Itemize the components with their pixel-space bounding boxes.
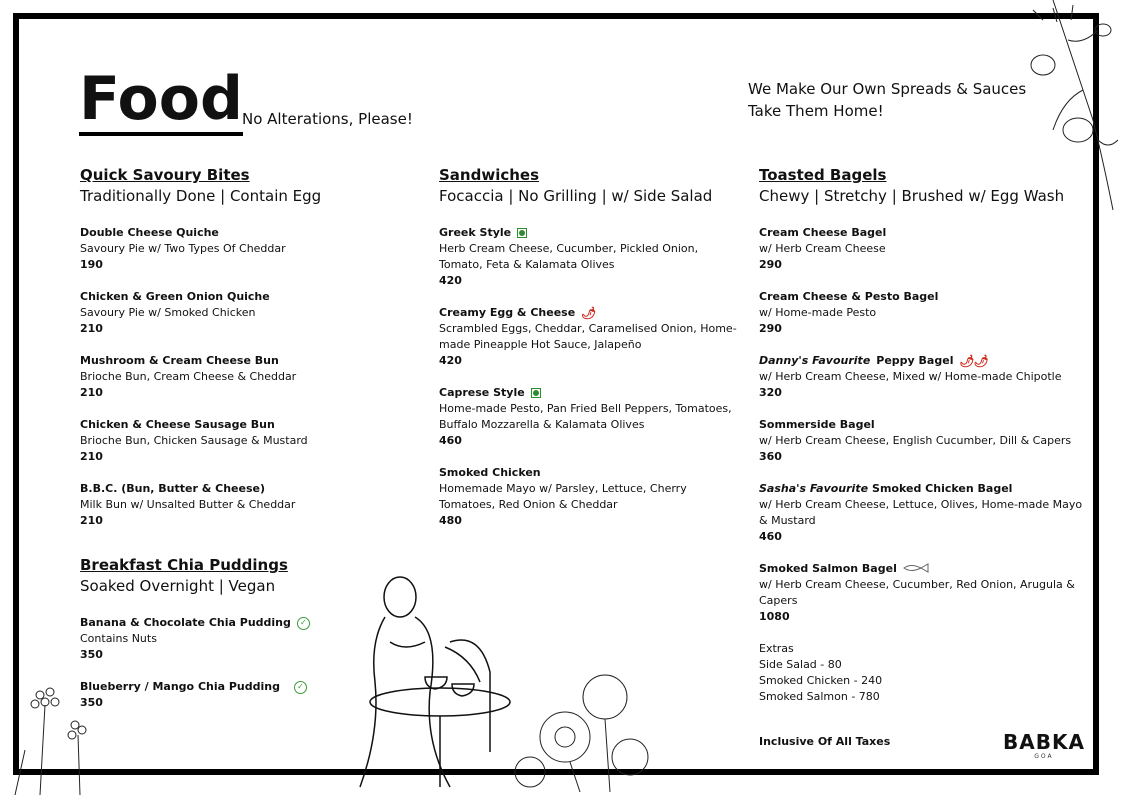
logo-sub-text: GOA: [1034, 753, 1054, 760]
page-title: Food: [79, 64, 243, 134]
item-price: 290: [759, 322, 782, 335]
item-desc: Savoury Pie w/ Smoked Chicken: [80, 306, 256, 319]
menu-item: [80, 353, 400, 401]
menu-item: [759, 481, 1089, 545]
item-name-text: Peppy Bagel: [876, 354, 954, 367]
item-price: 480: [439, 514, 462, 527]
item-name: Double Cheese Quiche: [80, 226, 219, 239]
item-name: Chicken & Green Onion Quiche: [80, 290, 270, 303]
menu-item: [759, 289, 1089, 337]
section-title: Quick Savoury Bites: [80, 166, 250, 184]
section-quick-bites: [80, 165, 400, 529]
item-name-text: Smoked Chicken Bagel: [872, 482, 1013, 495]
extras-line: Smoked Salmon - 780: [759, 690, 880, 703]
extras-line: Smoked Chicken - 240: [759, 674, 883, 687]
menu-item: [80, 289, 400, 337]
item-name: [80, 679, 400, 695]
menu-item: [439, 465, 744, 529]
item-name: [439, 385, 744, 401]
item-name: Mushroom & Cream Cheese Bun: [80, 354, 279, 367]
menu-item: [439, 225, 744, 289]
item-name-emphasis: Sasha's Favourite: [759, 482, 869, 495]
vegan-icon: ✓: [294, 681, 307, 694]
column-middle: [439, 165, 744, 545]
item-name: Cream Cheese Bagel: [759, 226, 887, 239]
item-desc: w/ Herb Cream Cheese: [759, 242, 886, 255]
item-name: Chicken & Cheese Sausage Bun: [80, 418, 275, 431]
menu-item: [80, 679, 400, 711]
item-price: 320: [759, 386, 782, 399]
section-subtitle: Focaccia | No Grilling | w/ Side Salad: [439, 187, 713, 205]
item-price: 350: [80, 648, 103, 661]
menu-item: [439, 385, 744, 449]
item-name-text: Greek Style: [439, 226, 512, 239]
item-desc: w/ Herb Cream Cheese, Cucumber, Red Onion, Arugula & Capers: [759, 578, 1075, 607]
section-chia-puddings: [80, 555, 400, 711]
item-desc: Milk Bun w/ Unsalted Butter & Cheddar: [80, 498, 296, 511]
item-price: 210: [80, 322, 103, 335]
item-desc: Contains Nuts: [80, 632, 157, 645]
column-left: [80, 165, 400, 727]
item-desc: w/ Home-made Pesto: [759, 306, 877, 319]
item-price: 210: [80, 450, 103, 463]
section-toasted-bagels: [759, 165, 1089, 748]
item-desc: w/ Herb Cream Cheese, English Cucumber, Dill & Capers: [759, 434, 1072, 447]
chili-icon: 🌶🌶: [959, 354, 988, 368]
item-name: [439, 225, 744, 241]
item-price: 460: [759, 530, 782, 543]
item-name-text: Caprese Style: [439, 386, 525, 399]
menu-item: [80, 225, 400, 273]
item-price: 360: [759, 450, 782, 463]
item-name-text: Smoked Salmon Bagel: [759, 562, 897, 575]
menu-item: [759, 225, 1089, 273]
item-price: 420: [439, 274, 462, 287]
item-price: 460: [439, 434, 462, 447]
item-desc: Savoury Pie w/ Two Types Of Cheddar: [80, 242, 286, 255]
item-name: B.B.C. (Bun, Butter & Cheese): [80, 482, 266, 495]
item-name-text: Blueberry / Mango Chia Pudding: [80, 680, 280, 693]
item-desc: w/ Herb Cream Cheese, Lettuce, Olives, Home-made Mayo & Mustard: [759, 498, 1083, 527]
item-desc: Brioche Bun, Cream Cheese & Cheddar: [80, 370, 297, 383]
item-price: 190: [80, 258, 103, 271]
section-title: Sandwiches: [439, 166, 540, 184]
item-price: 210: [80, 386, 103, 399]
logo-main-text: BABKA: [1003, 730, 1085, 754]
menu-item: [80, 417, 400, 465]
section-title: Toasted Bagels: [759, 166, 887, 184]
item-name-emphasis: Danny's Favourite: [759, 354, 871, 367]
extras-list: [759, 641, 1089, 705]
item-desc: Home-made Pesto, Pan Fried Bell Peppers, Tomatoes, Buffalo Mozzarella & Kalamata Olives: [439, 402, 732, 431]
item-name: Smoked Chicken: [439, 466, 541, 479]
taxes-note: Inclusive Of All Taxes: [759, 735, 891, 748]
section-sandwiches: [439, 165, 744, 529]
spreads-note: [748, 78, 1026, 122]
item-price: 1080: [759, 610, 790, 623]
item-name-text: Banana & Chocolate Chia Pudding: [80, 616, 291, 629]
section-title: Breakfast Chia Puddings: [80, 556, 288, 574]
menu-item: [759, 561, 1089, 625]
extras-line: Side Salad - 80: [759, 658, 842, 671]
menu-item: [439, 305, 744, 369]
menu-item: [759, 353, 1089, 401]
fish-icon: [903, 561, 929, 577]
spreads-line-2: Take Them Home!: [748, 102, 884, 120]
section-subtitle: Traditionally Done | Contain Egg: [80, 187, 322, 205]
item-desc: Homemade Mayo w/ Parsley, Lettuce, Cherry Tomatoes, Red Onion & Cheddar: [439, 482, 687, 511]
item-desc: Herb Cream Cheese, Cucumber, Pickled Onion, Tomato, Feta & Kalamata Olives: [439, 242, 699, 271]
spreads-line-1: We Make Our Own Spreads & Sauces: [748, 80, 1027, 98]
item-name: [80, 615, 400, 631]
item-name: [759, 353, 1089, 369]
item-desc: Scrambled Eggs, Cheddar, Caramelised Onion, Home-made Pineapple Hot Sauce, Jalapeño: [439, 322, 737, 351]
item-price: 210: [80, 514, 103, 527]
section-subtitle: Chewy | Stretchy | Brushed w/ Egg Wash: [759, 187, 1065, 205]
menu-item: [80, 481, 400, 529]
veg-icon: [517, 228, 527, 238]
item-name: [439, 305, 744, 321]
veg-icon: [531, 388, 541, 398]
item-desc: Brioche Bun, Chicken Sausage & Mustard: [80, 434, 308, 447]
item-price: 290: [759, 258, 782, 271]
item-name: [759, 561, 1089, 577]
item-name: [759, 481, 1089, 497]
page-subtitle: No Alterations, Please!: [242, 110, 413, 128]
item-name-text: Creamy Egg & Cheese: [439, 306, 576, 319]
menu-item: [80, 615, 400, 663]
item-price: 350: [80, 696, 103, 709]
item-desc: w/ Herb Cream Cheese, Mixed w/ Home-made Chipotle: [759, 370, 1062, 383]
item-name: Sommerside Bagel: [759, 418, 875, 431]
chili-icon: 🌶: [581, 306, 596, 320]
brand-logo: [1003, 731, 1085, 760]
section-subtitle: Soaked Overnight | Vegan: [80, 577, 276, 595]
column-right: [759, 165, 1089, 748]
extras-title: Extras: [759, 642, 794, 655]
menu-item: [759, 417, 1089, 465]
vegan-icon: ✓: [297, 617, 310, 630]
item-price: 420: [439, 354, 462, 367]
item-name: Cream Cheese & Pesto Bagel: [759, 290, 939, 303]
